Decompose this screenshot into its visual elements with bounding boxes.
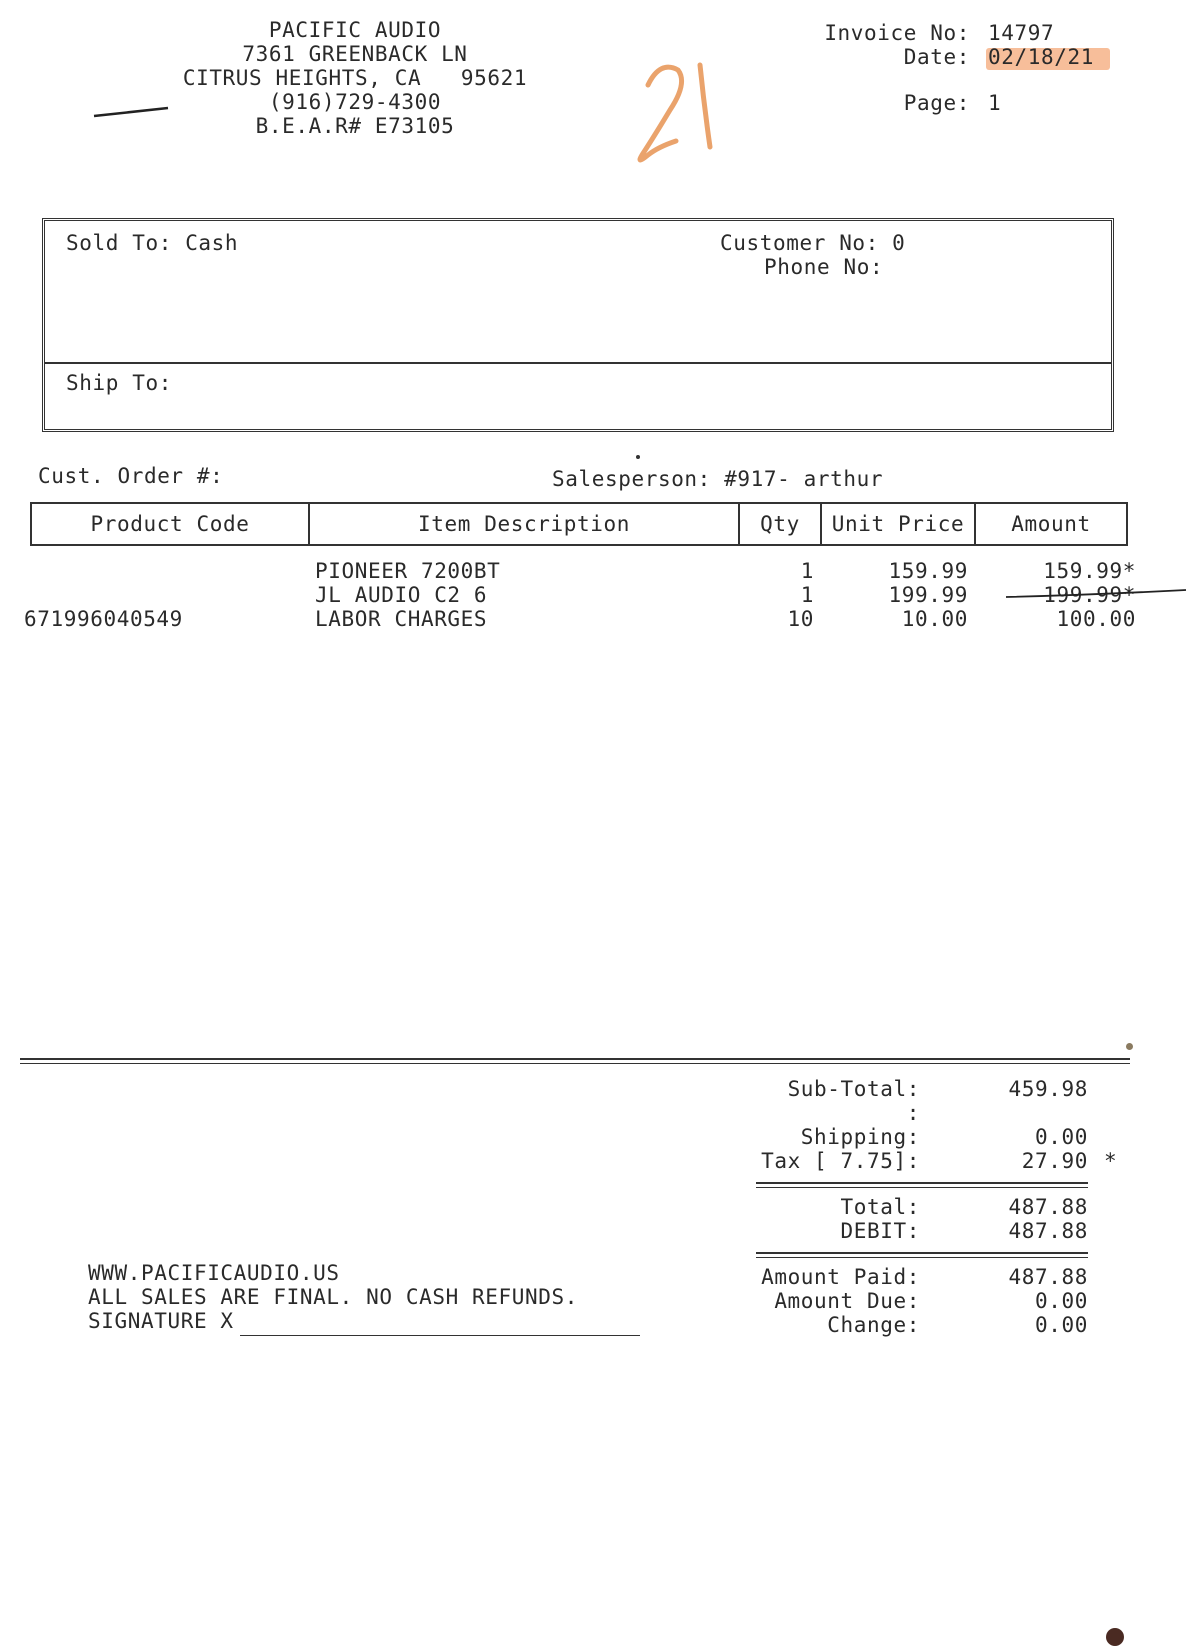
subtotal-value: 459.98 [1008, 1077, 1088, 1101]
salesperson: Salesperson: #917- arthur [552, 467, 884, 491]
colon-mark: : [906, 1101, 920, 1125]
header-unit-price: Unit Price [820, 502, 976, 546]
strike-mark [1000, 588, 1190, 604]
header-amount: Amount [974, 502, 1128, 546]
change-label: Change: [827, 1313, 920, 1337]
ink-stain [1106, 1628, 1124, 1646]
row-amount: 199.99* [1043, 583, 1136, 607]
cust-order-label: Cust. Order #: [38, 464, 224, 488]
tax-value: 27.90 [1021, 1149, 1088, 1173]
summary-rule-secondary [20, 1063, 1130, 1064]
table-row [0, 608, 1200, 632]
row-product-code: 671996040549 [24, 607, 183, 631]
row-description: PIONEER 7200BT [315, 559, 501, 583]
page-value: 1 [988, 91, 1002, 115]
row-description: LABOR CHARGES [315, 607, 488, 631]
shipping-value: 0.00 [1035, 1125, 1088, 1149]
signature-label: SIGNATURE X [88, 1309, 234, 1333]
store-phone: (916)729-4300 [268, 90, 442, 114]
paid-rule-secondary [756, 1257, 1088, 1258]
store-street: 7361 GREENBACK LN [242, 42, 468, 66]
ship-to: Ship To: [66, 371, 172, 395]
speck [636, 455, 640, 459]
amount-paid-label: Amount Paid: [761, 1265, 920, 1289]
customer-box-divider [45, 362, 1111, 364]
debit-value: 487.88 [1008, 1219, 1088, 1243]
invoice-no-value: 14797 [988, 21, 1055, 45]
row-qty: 10 [787, 607, 814, 631]
total-rule-secondary [756, 1187, 1088, 1188]
row-unit-price: 159.99 [888, 559, 968, 583]
invoice-no-label: Invoice No: [824, 21, 970, 45]
row-qty: 1 [800, 583, 814, 607]
tax-label: Tax [ 7.75]: [761, 1149, 920, 1173]
row-qty: 1 [800, 559, 814, 583]
store-bear: B.E.A.R# E73105 [255, 114, 455, 138]
total-label: Total: [840, 1195, 920, 1219]
change-value: 0.00 [1035, 1313, 1088, 1337]
amount-paid-value: 487.88 [1008, 1265, 1088, 1289]
table-row [0, 560, 1200, 584]
header-product-code: Product Code [30, 502, 310, 546]
signature-line [240, 1335, 640, 1336]
total-rule [756, 1182, 1088, 1184]
sold-to: Sold To: Cash [66, 231, 239, 255]
phone-no: Phone No: [764, 255, 884, 279]
pen-mark [92, 104, 172, 120]
handwritten-note [630, 55, 740, 170]
customer-no: Customer No: 0 [720, 231, 906, 255]
summary-rule [20, 1058, 1130, 1060]
row-amount: 159.99* [1043, 559, 1136, 583]
speck [1126, 1043, 1133, 1050]
date-label: Date: [903, 45, 970, 69]
header-item-description: Item Description [308, 502, 740, 546]
website: WWW.PACIFICAUDIO.US [88, 1261, 340, 1285]
header-qty: Qty [738, 502, 822, 546]
row-amount: 100.00 [1056, 607, 1136, 631]
store-name: PACIFIC AUDIO [268, 18, 442, 42]
total-value: 487.88 [1008, 1195, 1088, 1219]
row-description: JL AUDIO C2 6 [315, 583, 488, 607]
subtotal-label: Sub-Total: [787, 1077, 920, 1101]
amount-due-value: 0.00 [1035, 1289, 1088, 1313]
amount-due-label: Amount Due: [774, 1289, 920, 1313]
sales-policy: ALL SALES ARE FINAL. NO CASH REFUNDS. [88, 1285, 578, 1309]
shipping-label: Shipping: [800, 1125, 920, 1149]
debit-label: DEBIT: [840, 1219, 920, 1243]
store-city: CITRUS HEIGHTS, CA 95621 [182, 66, 528, 90]
date-value: 02/18/21 [988, 45, 1094, 69]
store-address-block [140, 18, 570, 138]
page-label: Page: [903, 91, 970, 115]
row-unit-price: 10.00 [901, 607, 968, 631]
tax-mark: * [1104, 1149, 1118, 1173]
paid-rule [756, 1252, 1088, 1254]
row-unit-price: 199.99 [888, 583, 968, 607]
